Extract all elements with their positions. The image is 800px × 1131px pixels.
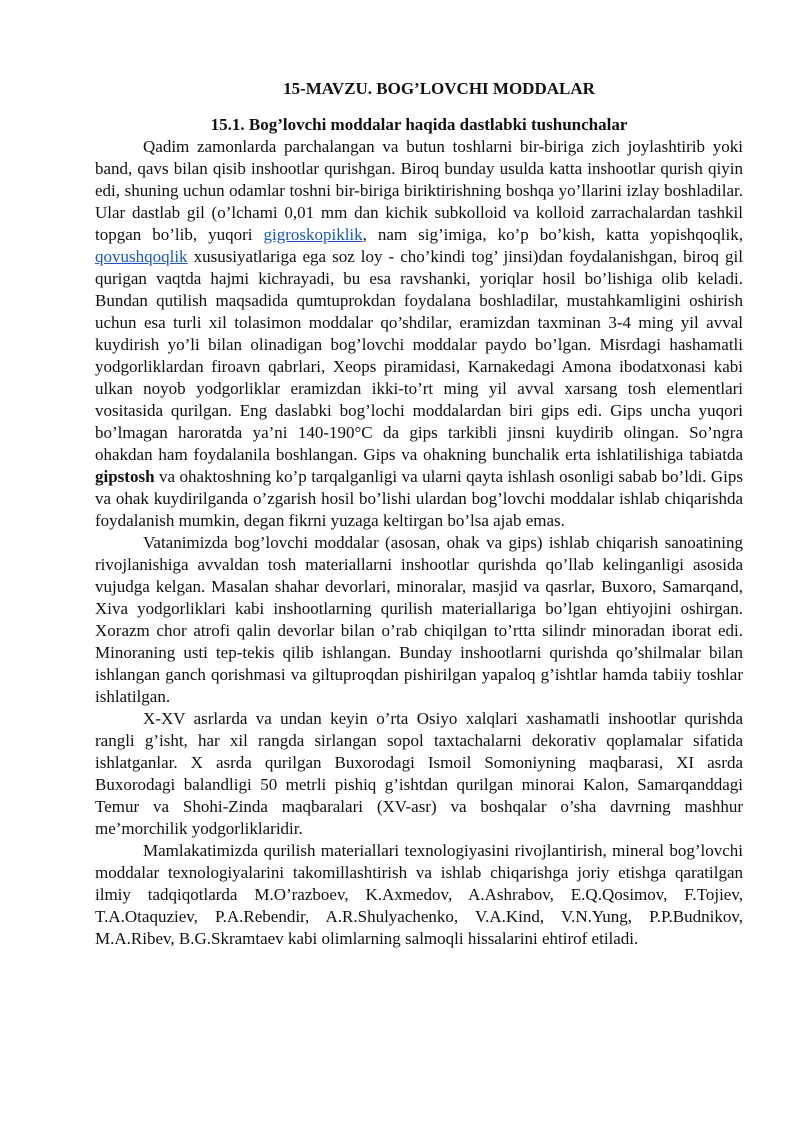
paragraph-2: Vatanimizda bog’lovchi moddalar (asosan, ohak va gips) ishlab chiqarish sanoatining rivojlanishiga avvaldan tosh materiallarni inshootlar qurishda qo’llab kelinganligi asosida vujudga kelgan. Masalan shahar devorlari, minoralar, masjid va qasrlar, Buxoro, Samarqand, Xiva yodgorliklari kabi inshootlarning qurilish materiallariga bo’lgan ehtiyojini oshirgan. Xorazm chor atrofi qalin devorlar bilan o’rab chiqilgan to’rtta silindr minoradan iborat edi. Minoraning usti tep-tekis qilib ishlangan. Bunday inshootlarni qurishda qo’shilmalar bilan ishlangan ganch qorishmasi va giltuproqdan pishirilgan yapaloq g’ishtlar hamda tabiiy toshlar ishlatilgan.: [95, 533, 743, 706]
bold-term-gipstosh: gipstosh: [95, 467, 155, 486]
section-title: 15.1. Bog’lovchi moddalar haqida dastlabki tushunchalar: [210, 115, 628, 134]
link-qovushqoqlik[interactable]: qovushqoqlik: [95, 247, 188, 266]
topic-title: 15-MAVZU. BOG’LOVCHI MODDALAR: [283, 79, 595, 98]
paragraph-1-text-a: Qadim zamonlarda parchalangan va butun toshlarni bir-biriga zich joylashtirib yoki band, qavs bilan qisib inshootlar qurishgan. Biroq bunday usulda katta inshootlar qurish qiyin edi, shuning uchun odamlar toshni bir-biriga biriktirishning boshqa yo’llarini izlay boshladilar. Ular dastlab gil (o’lchami 0,01 mm dan kichik subkolloid va kolloid zarrachalardan tashkil topgan bo’lib, yuqori: [95, 137, 743, 244]
paragraph-3: X-XV asrlarda va undan keyin o’rta Osiyo xalqlari xashamatli inshootlar qurishda rangli g’isht, har xil rangda sirlangan sopol taxtachalarni dekorativ qoplamalar sifatida ishlatganlar. X asrda qurilgan Buxorodagi Ismoil Somoniyning maqbarasi, XI asrda Buxorodagi balandligi 50 metrli pishiq g’ishtdan qurilgan minorai Kalon, Samarqanddagi Temur va Shohi-Zinda maqbaralari (XV-asr) va boshqalar o’sha davrning mashhur me’morchilik yodgorliklaridir.: [95, 709, 743, 838]
paragraph-4: Mamlakatimizda qurilish materiallari texnologiyasini rivojlantirish, mineral bog’lovchi moddalar texnologiyalarini takomillashtirish va ishlab chiqarishga joriy etishga qaratilgan ilmiy tadqiqotlarda M.O’razboev, K.Axmedov, A.Ashrabov, E.Q.Qosimov, F.Tojiev, T.A.Otaquziev, P.A.Rebendir, A.R.Shulyachenko, V.A.Kind, V.N.Yung, P.P.Budnikov, M.A.Ribev, B.G.Skramtaev kabi olimlarning salmoqli hissalarini ehtirof etiladi.: [95, 841, 743, 948]
paragraph-1: [95, 136, 743, 532]
paragraph-1-text-d: va ohaktoshning ko’p tarqalganligi va ularni qayta ishlash osonligi sabab bo’ldi. Gips va ohak kuydirilganda o’zgarish hosil bo’lishi ulardan bog’lovchi moddalar ishlab chiqarishda foydalanish mumkin, degan fikrni yuzaga keltirgan bo’lsa ajab emas.: [95, 467, 743, 530]
paragraph-1-text-b: , nam sig’imiga, ko’p bo’kish, katta yopishqoqlik,: [362, 225, 744, 244]
paragraph-1-text-c: xususiyatlariga ega soz loy - cho’kindi tog’ jinsi)dan foydalanishgan, biroq gil qurigan vaqtda hajmi kichrayadi, bu esa ravshanki, yoriqlar hosil bo’lishiga olib keladi. Bundan qutilish maqsadida qumtuprokdan foydalana boshladilar, mustahkamligini oshirish uchun esa turli xil tolasimon moddalar qo’shdilar, eramizdan taxminan 3-4 ming yil avval kuydirish yo’li bilan olinadigan bog’lovchi moddalar paydo bo’lgan. Misrdagi hashamatli yodgorliklardan firoavn qabrlari, Xeops piramidasi, Karnakedagi Amona ibodatxonasi kabi ulkan noyob yodgorliklar eramizdan ikki-to’rt ming yil avval xarsang tosh elementlari vositasida qurilgan. Eng daslabki bog’lochi moddalardan biri gips edi. Gips uncha yuqori bo’lmagan haroratda ya’ni 140-190°C da gips tarkibli jinsni kuydirib olingan. So’ngra ohakdan ham foydalanila boshlangan. Gips va ohakning bunchalik erta ishlatilishiga tabiatda: [95, 247, 743, 464]
link-gigroskopiklik[interactable]: gigroskopiklik: [263, 225, 363, 244]
